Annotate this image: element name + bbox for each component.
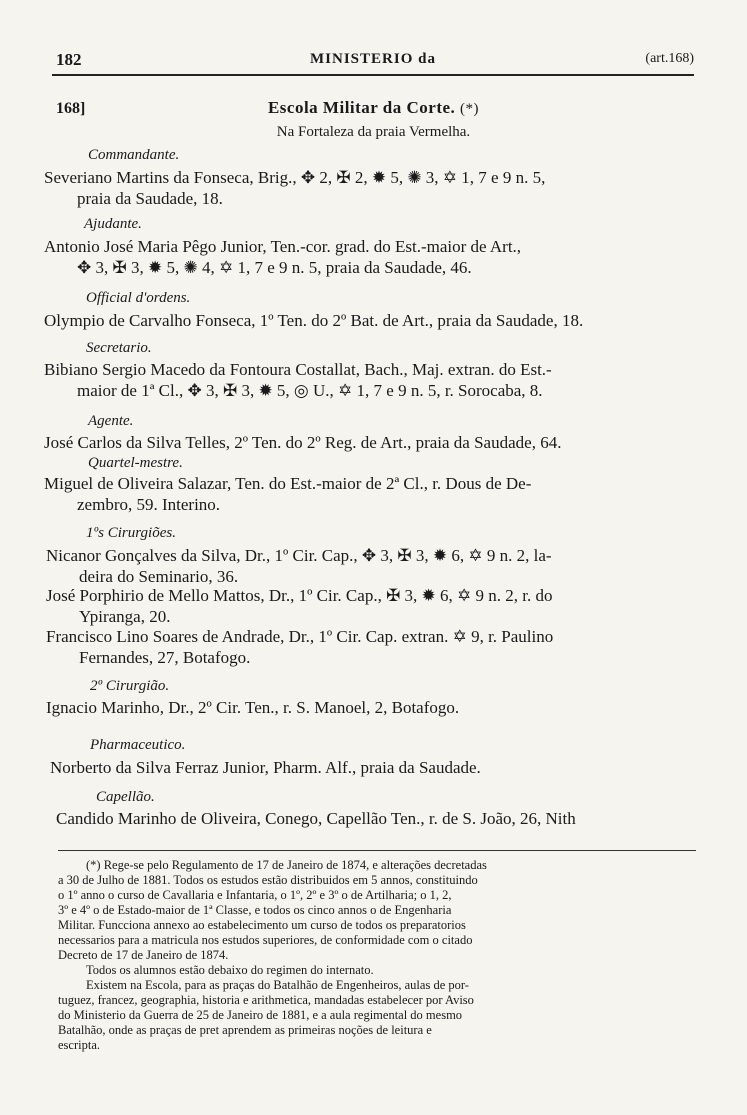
footnote-line: escripta. (58, 1038, 100, 1052)
footnote-line: Todos os alumnos estão debaixo do regimen do internato. (86, 963, 374, 977)
footnote-line: 3º e 4º o de Estado-maior de 1ª Classe, e todos os cinco annos o de Engenharia (58, 903, 452, 917)
footnote-line: Militar. Funcciona annexo ao estabelecimento um curso de todos os preparatorios (58, 918, 466, 932)
role-heading: Agente. (88, 413, 134, 429)
footnote-line: Existem na Escola, para as praças do Batalhão de Engenheiros, aulas de por- (86, 978, 469, 992)
staff-entry (44, 432, 561, 453)
entry-line: Francisco Lino Soares de Andrade, Dr., 1º Cir. Cap. extran. ✡ 9, r. Paulino (46, 627, 554, 646)
section-subtitle: Na Fortaleza da praia Vermelha. (276, 124, 471, 140)
running-title: MINISTERIO da (310, 51, 436, 67)
footnote-line: Batalhão, onde as praças de pret aprendem as primeiras noções de leitura e (58, 1023, 432, 1037)
page-number: 182 (56, 50, 82, 69)
staff-entry (46, 697, 459, 718)
page-header (52, 50, 694, 74)
entry-line: Antonio José Maria Pêgo Junior, Ten.-cor. grad. do Est.-maior de Art., (44, 237, 522, 256)
staff-entry (56, 808, 576, 829)
staff-entry (46, 585, 553, 627)
section-title-text: Escola Militar da Corte. (267, 98, 456, 117)
entry-line: deira do Seminario, 36. (79, 567, 239, 586)
footnote-line: o 1º anno o curso de Cavallaria e Infantaria, o 1º, 2º e 3º o de Artilharia; o 1, 2, (58, 888, 452, 902)
staff-entry (50, 757, 481, 778)
role-heading: Secretario. (86, 340, 152, 356)
article-reference: (art.168) (645, 51, 694, 66)
entry-line: Nicanor Gonçalves da Silva, Dr., 1º Cir. Cap., ✥ 3, ✠ 3, ✹ 6, ✡ 9 n. 2, la- (46, 546, 552, 565)
role-heading: Ajudante. (84, 216, 142, 232)
entry-line: José Carlos da Silva Telles, 2º Ten. do 2º Reg. de Art., praia da Saudade, 64. (44, 433, 562, 452)
entry-line: praia da Saudade, 18. (77, 189, 223, 208)
header-rule (52, 74, 694, 76)
footnote-line: do Ministerio da Guerra de 25 de Janeiro de 1881, e a aula regimental do mesmo (58, 1008, 463, 1022)
entry-line: Bibiano Sergio Macedo da Fontoura Costallat, Bach., Maj. extran. do Est.- (44, 360, 552, 379)
entry-line: Olympio de Carvalho Fonseca, 1º Ten. do 2º Bat. de Art., praia da Saudade, 18. (44, 311, 584, 330)
entry-line: Ignacio Marinho, Dr., 2º Cir. Ten., r. S. Manoel, 2, Botafogo. (46, 698, 460, 717)
section-number: 168] (56, 100, 86, 117)
entry-line: Fernandes, 27, Botafogo. (79, 648, 251, 667)
footnote-line: a 30 de Julho de 1881. Todos os estudos estão distribuidos em 5 annos, constituindo (58, 873, 478, 887)
entry-line: José Porphirio de Mello Mattos, Dr., 1º Cir. Cap., ✠ 3, ✹ 6, ✡ 9 n. 2, r. do (46, 586, 553, 605)
footnote-text: Rege-se pelo Regulamento de 17 de Janeiro de 1874, e alterações decretadas (103, 858, 487, 872)
section-title (0, 98, 747, 118)
entry-line: maior de 1ª Cl., ✥ 3, ✠ 3, ✹ 5, ◎ U., ✡ 1, 7 e 9 n. 5, r. Sorocaba, 8. (77, 381, 543, 400)
role-heading: Pharmaceutico. (90, 737, 186, 753)
entry-line: ✥ 3, ✠ 3, ✹ 5, ✺ 4, ✡ 1, 7 e 9 n. 5, praia da Saudade, 46. (77, 258, 472, 277)
staff-entry (44, 310, 583, 331)
footnote (58, 858, 698, 1053)
entry-line: Ypiranga, 20. (79, 607, 171, 626)
entry-line: Severiano Martins da Fonseca, Brig., ✥ 2, ✠ 2, ✹ 5, ✺ 3, ✡ 1, 7 e 9 n. 5, (44, 168, 546, 187)
staff-entry (46, 626, 553, 668)
entry-line: Candido Marinho de Oliveira, Conego, Capellão Ten., r. de S. João, 26, Nith (56, 809, 576, 828)
role-heading: Commandante. (88, 147, 180, 163)
footnote-reference: (*) (460, 101, 480, 117)
footnote-line: necessarios para a matricula nos estudos superiores, de conformidade com o citado (58, 933, 473, 947)
footnote-rule (58, 850, 696, 851)
footnote-line: Decreto de 17 de Janeiro de 1874. (58, 948, 229, 962)
staff-entry (44, 236, 521, 278)
role-heading: Official d'ordens. (86, 290, 191, 306)
staff-entry (44, 359, 552, 401)
role-heading: Capellão. (96, 789, 155, 805)
footnote-marker: (*) (86, 858, 101, 872)
staff-entry (44, 167, 545, 209)
staff-entry (46, 545, 552, 587)
role-heading: Quartel-mestre. (88, 455, 183, 471)
entry-line: Miguel de Oliveira Salazar, Ten. do Est.-maior de 2ª Cl., r. Dous de De- (44, 474, 532, 493)
role-heading: 1ºs Cirurgiões. (86, 525, 176, 541)
entry-line: Norberto da Silva Ferraz Junior, Pharm. Alf., praia da Saudade. (50, 758, 481, 777)
entry-line: zembro, 59. Interino. (77, 495, 221, 514)
staff-entry (44, 473, 531, 515)
footnote-line (58, 858, 698, 873)
footnote-line: tuguez, francez, geographia, historia e arithmetica, mandadas estabelecer por Aviso (58, 993, 474, 1007)
role-heading: 2º Cirurgião. (90, 678, 170, 694)
